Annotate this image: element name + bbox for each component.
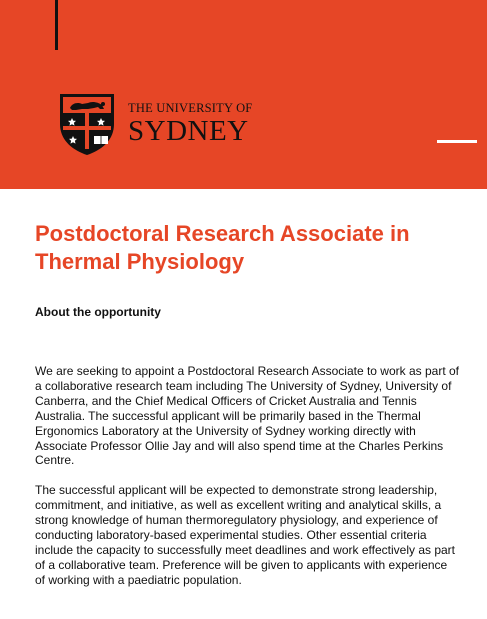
wordmark-line-1: THE UNIVERSITY OF bbox=[128, 100, 253, 115]
body-paragraph: We are seeking to appoint a Postdoctoral Research Associate to work as part of a collaborative research team including The University of Sydney, University of Canberra, and the Chief Medical Officers of Cricket Australia and Tennis Australia. The successful applicant will be primarily based in the Thermal Ergonomics Laboratory at the University of Sydney working directly with Associate Professor Ollie Jay and will also spend time at the Charles Perkins Centre. bbox=[35, 364, 460, 468]
university-crest-icon bbox=[58, 92, 116, 156]
header-banner bbox=[0, 0, 487, 189]
university-wordmark bbox=[128, 102, 252, 147]
body-paragraph: The successful applicant will be expected to demonstrate strong leadership, commitment, and initiative, as well as excellent writing and analytical skills, a strong knowledge of human thermoregulatory physiology, and experience of conducting laboratory-based experimental studies. Other essential criteria include the capacity to successfully meet deadlines and work effectively as part of a collaborative team. Preference will be given to applicants with experience of working with a paediatric population. bbox=[35, 483, 455, 587]
crop-mark-horizontal bbox=[437, 140, 477, 143]
university-logo bbox=[58, 92, 252, 156]
wordmark-line-2: SYDNEY bbox=[128, 115, 249, 148]
crop-mark-vertical bbox=[55, 0, 58, 50]
section-heading: About the opportunity bbox=[35, 305, 161, 319]
document-body bbox=[35, 220, 460, 588]
page-title: Postdoctoral Research Associate in Thermal Physiology bbox=[35, 221, 410, 274]
